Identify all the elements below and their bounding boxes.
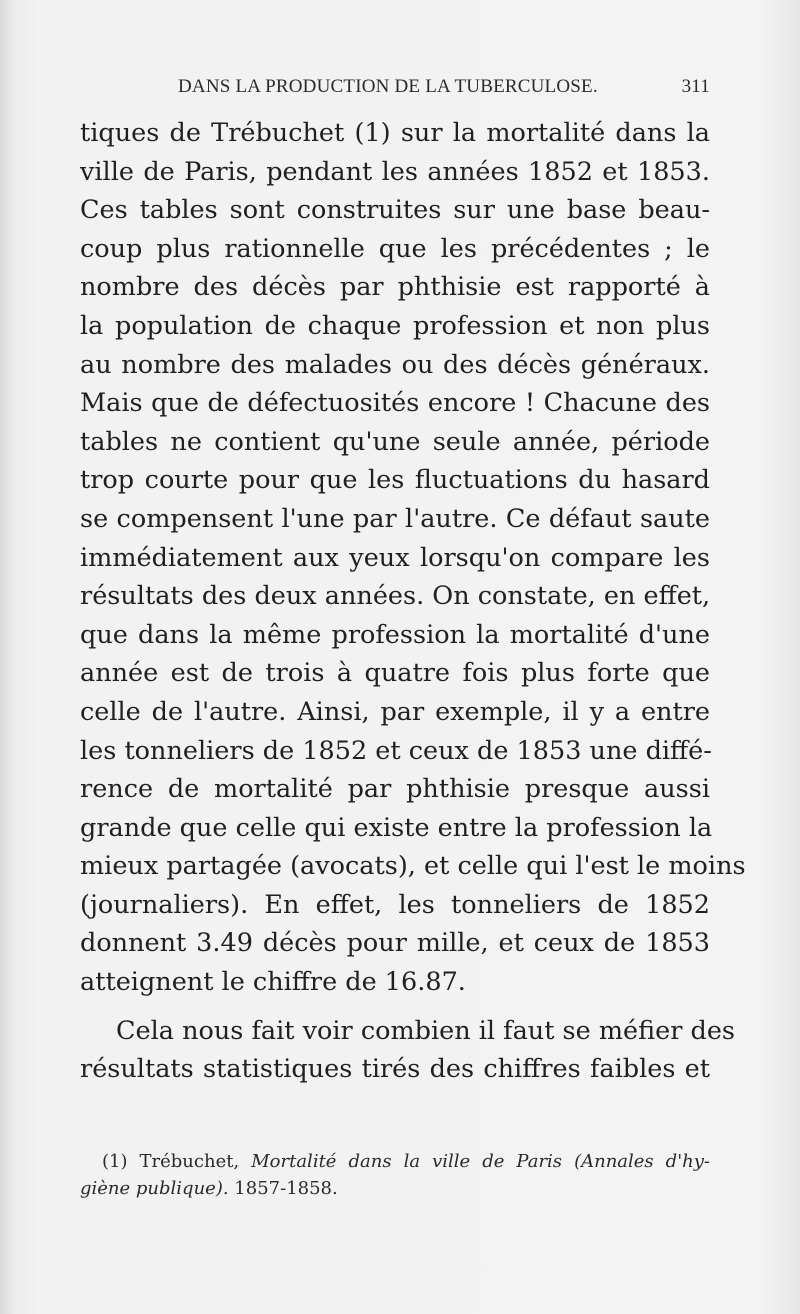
text-line: atteignent le chiffre de 16.87. [80,967,466,998]
text-line: Mais que de défectuosités encore ! Chacune des [80,388,710,419]
text-line: tiques de Trébuchet (1) sur la mortalité dans la [80,118,710,148]
footnote-in-text: dans la ville de Paris [348,1151,563,1172]
text-line: la population de chaque profession et non plus [80,310,710,341]
footnote-journal-close: giène publique). [80,1178,229,1199]
page-number: 311 [681,76,710,97]
text-line: que dans la même profession la mortalité d'une [80,619,710,650]
text-line: trop courte pour que les fluctuations du hasard [80,465,710,496]
text-line: se compensent l'une par l'autre. Ce défaut saute [80,503,710,534]
text-line: résultats statistiques tirés des chiffres faibles et [80,1054,710,1085]
footnote-line [80,1148,710,1175]
text-line: mieux partagée (avocats), et celle qui l'est le moins [80,851,746,882]
text-line: année est de trois à quatre fois plus forte que [80,658,710,689]
text-line: coup plus rationnelle que les précédentes ; le [80,233,710,264]
text-line: donnent 3.49 décès pour mille, et ceux de 1853 [80,928,710,959]
footnote-years: 1857-1858. [234,1178,338,1199]
paragraph-gap [80,1002,710,1012]
text-line: immédiatement aux yeux lorsqu'on compare les [80,542,710,573]
running-title: DANS LA PRODUCTION DE LA TUBERCULOSE. [178,76,598,97]
text-line: celle de l'autre. Ainsi, par exemple, il y a entre [80,696,710,727]
footnote [80,1148,710,1202]
text-line: tables ne contient qu'une seule année, période [80,426,710,457]
text-line: ville de Paris, pendant les années 1852 et 1853. [80,156,710,187]
running-header [178,76,710,106]
text-line: (journaliers). En effet, les tonneliers de 1852 [80,889,710,920]
text-line: Ces tables sont construites sur une base beau- [80,195,710,226]
text-line: les tonneliers de 1852 et ceux de 1853 une diffé- [80,735,712,766]
footnote-marker: (1) Trébuchet, [102,1151,240,1172]
text-line: résultats des deux années. On constate, en effet, [80,581,711,612]
paragraph-2 [80,1012,736,1089]
text-line: au nombre des malades ou des décès généraux. [80,349,710,380]
text-line: nombre des décès par phthisie est rapporté à [80,272,710,303]
paragraph-1 [80,114,746,1002]
footnote-journal: (Annales d'hy- [574,1151,710,1172]
footnote-line [80,1175,710,1202]
text-line: grande que celle qui existe entre la profession la [80,812,713,843]
body-text [80,114,746,1089]
text-line: Cela nous fait voir combien il faut se méfier des [116,1015,736,1046]
text-line: rence de mortalité par phthisie presque aussi [80,774,710,805]
footnote-work-title: Mortalité [251,1151,337,1172]
